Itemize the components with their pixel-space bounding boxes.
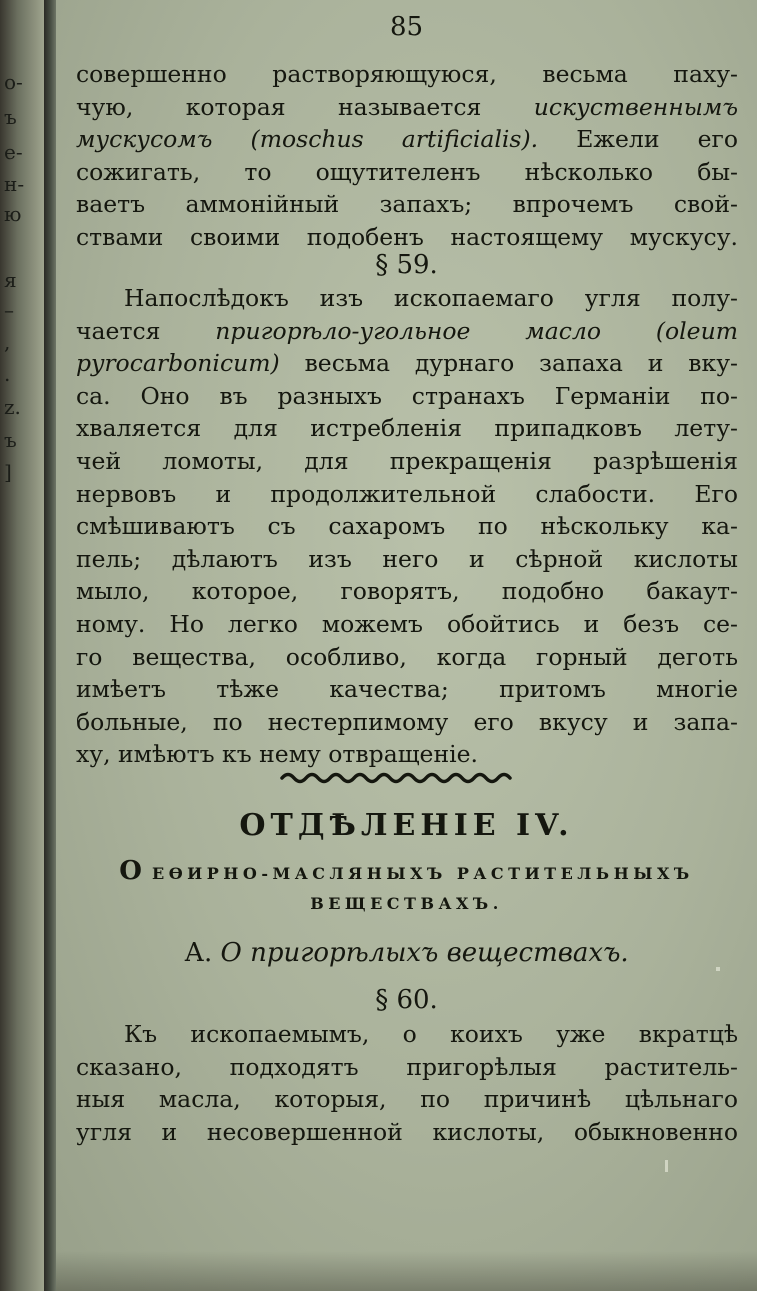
paragraph-59 xyxy=(76,282,738,771)
text-line: имѣетъ тѣже качества; притомъ многіе xyxy=(76,675,738,704)
text-line: мускусомъ (moschus artificialis). Ежели его xyxy=(76,125,738,154)
book-page xyxy=(56,0,757,1291)
prev-page-fragment: ъ xyxy=(4,105,17,129)
section-number-60: § 60. xyxy=(375,985,438,1015)
prev-page-fragment: е- xyxy=(4,140,23,164)
text-line: сожигать, то ощутителенъ нѣсколько бы- xyxy=(76,157,738,186)
text-line: мыло, которое, говорятъ, подобно бакаут- xyxy=(76,577,738,606)
page-number: 85 xyxy=(389,12,424,42)
subheading-initial: О xyxy=(119,856,142,886)
text-line: совершенно растворяющуюся, весьма паху- xyxy=(76,60,738,88)
text-line: нервовъ и продолжительной слабости. Его xyxy=(76,479,738,508)
chapter-subheading xyxy=(56,856,757,919)
subheading-line-1: ЕѲИРНО-МАСЛЯНЫХЪ РАСТИТЕЛЬНЫХЪ xyxy=(152,864,694,883)
section-number-59: § 59. xyxy=(375,250,438,280)
text-line: смѣшиваютъ съ сахаромъ по нѣскольку ка- xyxy=(76,512,738,541)
section-a-title: О пригорѣлыхъ веществахъ. xyxy=(220,938,629,968)
paragraph-60 xyxy=(76,1018,738,1148)
text-line: Напослѣдокъ изъ ископаемаго угля полу- xyxy=(124,284,738,312)
continued-paragraph xyxy=(76,58,738,254)
book-gutter xyxy=(44,0,56,1291)
paper-speck xyxy=(665,1160,668,1172)
section-a-letter: А. xyxy=(184,938,213,968)
prev-page-fragment: z. xyxy=(4,395,21,419)
text-line: чей ломоты, для прекращенія разрѣшенія xyxy=(76,446,738,475)
prev-page-fragment: – xyxy=(4,298,14,322)
text-line: ныя масла, которыя, по причинѣ цѣльнаго xyxy=(76,1085,738,1114)
section-a-heading xyxy=(56,938,757,968)
prev-page-fragment: ] xyxy=(4,460,12,484)
paper-speck xyxy=(716,967,720,971)
text-line: го вещества, особливо, когда горный деготь xyxy=(76,642,738,671)
text-line: хваляется для истребленія припадковъ лету- xyxy=(76,414,738,443)
text-line: ному. Но легко можемъ обойтись и безъ се- xyxy=(76,609,738,638)
prev-page-fragment: я xyxy=(4,268,17,292)
text-line: са. Оно въ разныхъ странахъ Германіи по- xyxy=(76,381,738,410)
text-line: пель; дѣлаютъ изъ него и сѣрной кислоты xyxy=(76,544,738,573)
text-line: Къ ископаемымъ, о коихъ уже вкратцѣ xyxy=(124,1020,738,1048)
text-line: чается пригорѣло-угольное масло (oleum xyxy=(76,316,738,345)
prev-page-fragment: ъ xyxy=(4,428,17,452)
page-bottom-shadow xyxy=(56,1251,757,1291)
text-line: ваетъ аммонійный запахъ; впрочемъ свой- xyxy=(76,190,738,219)
previous-page-edge xyxy=(0,0,44,1291)
text-line: угля и несовершенной кислоты, обыкновенно xyxy=(76,1117,738,1146)
text-line: pyrocarbonicum) весьма дурнаго запаха и вку- xyxy=(76,349,738,378)
subheading-line-2: ВЕЩЕСТВАХЪ. xyxy=(310,894,503,913)
text-line: чую, которая называется искуственнымъ xyxy=(76,92,738,121)
chapter-heading: ОТДѢЛЕНІЕ IV. xyxy=(239,808,574,843)
prev-page-fragment: о- xyxy=(4,70,23,94)
prev-page-fragment: , xyxy=(4,330,11,354)
prev-page-fragment: н- xyxy=(4,172,25,196)
decorative-divider xyxy=(278,768,518,788)
text-line: ствами своими подобенъ настоящему мускусу. xyxy=(76,222,738,251)
prev-page-fragment: . xyxy=(4,362,11,386)
text-line: больные, по нестерпимому его вкусу и запа- xyxy=(76,707,738,736)
prev-page-fragment: ю xyxy=(4,202,22,226)
text-line: ху, имѣютъ къ нему отвращеніе. xyxy=(76,740,479,769)
text-line: сказано, подходятъ пригорѣлыя раститель- xyxy=(76,1052,738,1081)
